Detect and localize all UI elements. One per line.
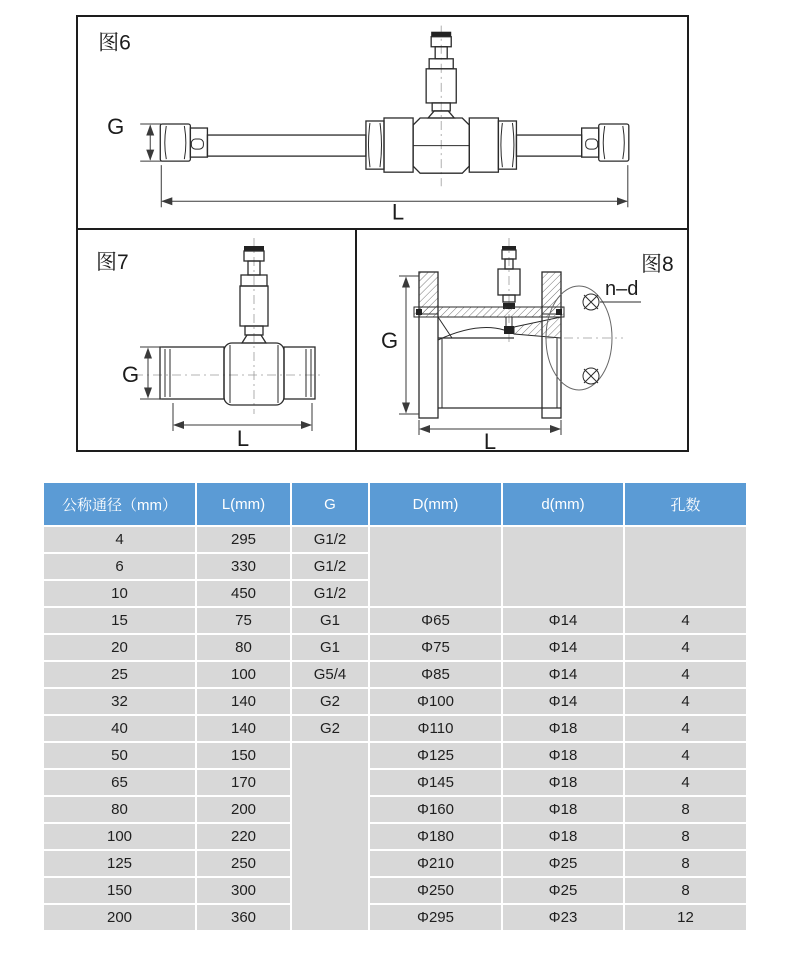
table-row bbox=[44, 797, 746, 822]
column-header-2: G bbox=[292, 483, 368, 525]
column-header-1: L(mm) bbox=[197, 483, 290, 525]
table-cell: Φ18 bbox=[503, 770, 623, 795]
table-cell: G1 bbox=[292, 635, 368, 660]
table-row bbox=[44, 635, 746, 660]
table-cell: 200 bbox=[197, 797, 290, 822]
table-cell: Φ100 bbox=[370, 689, 501, 714]
table-cell: 8 bbox=[625, 878, 746, 903]
dimension-spec-table bbox=[42, 481, 748, 932]
table-cell: 140 bbox=[197, 689, 290, 714]
fig8-top-wall-section bbox=[414, 307, 564, 317]
table-cell: Φ85 bbox=[370, 662, 501, 687]
fig6-meter-body bbox=[207, 118, 581, 173]
table-cell: 4 bbox=[625, 635, 746, 660]
table-cell: Φ210 bbox=[370, 851, 501, 876]
fig7-g-dim-label: G bbox=[122, 362, 140, 387]
table-cell: Φ145 bbox=[370, 770, 501, 795]
figure-7-drawing bbox=[78, 230, 355, 450]
table-row bbox=[44, 608, 746, 633]
header-row bbox=[44, 483, 746, 525]
fig6-right-tube bbox=[516, 135, 581, 156]
table-cell: 4 bbox=[625, 662, 746, 687]
fig6-left-fitting bbox=[160, 124, 207, 161]
fig6-label: 图6 bbox=[98, 31, 131, 55]
table-row bbox=[44, 851, 746, 876]
table-cell: 4 bbox=[625, 608, 746, 633]
table-cell: G1/2 bbox=[292, 527, 368, 552]
table-cell: 15 bbox=[44, 608, 195, 633]
figure-6-drawing bbox=[78, 17, 687, 228]
table-cell: 150 bbox=[197, 743, 290, 768]
table-cell: Φ14 bbox=[503, 662, 623, 687]
column-header-5: 孔数 bbox=[625, 483, 746, 525]
table-cell: G1 bbox=[292, 608, 368, 633]
table-cell: Φ75 bbox=[370, 635, 501, 660]
table-cell: Φ125 bbox=[370, 743, 501, 768]
table-cell: 20 bbox=[44, 635, 195, 660]
table-row bbox=[44, 770, 746, 795]
column-header-4: d(mm) bbox=[503, 483, 623, 525]
table-cell: 295 bbox=[197, 527, 290, 552]
table-cell: 4 bbox=[625, 716, 746, 741]
fig6-g-dim-label: G bbox=[107, 114, 125, 140]
table-cell: Φ18 bbox=[503, 824, 623, 849]
column-header-3: D(mm) bbox=[370, 483, 501, 525]
table-cell: Φ295 bbox=[370, 905, 501, 930]
table-cell: Φ14 bbox=[503, 608, 623, 633]
table-cell bbox=[292, 743, 368, 930]
table-cell: 450 bbox=[197, 581, 290, 606]
table-cell: 80 bbox=[44, 797, 195, 822]
table-cell: G5/4 bbox=[292, 662, 368, 687]
table-cell: Φ180 bbox=[370, 824, 501, 849]
table-row bbox=[44, 743, 746, 768]
spec-table-header bbox=[44, 483, 746, 525]
table-cell bbox=[625, 527, 746, 606]
fig6-l-dim-label: L bbox=[391, 199, 405, 225]
table-cell: G2 bbox=[292, 689, 368, 714]
table-cell: 150 bbox=[44, 878, 195, 903]
table-cell: Φ65 bbox=[370, 608, 501, 633]
fig8-g-dim-label: G bbox=[381, 328, 399, 353]
table-cell: G2 bbox=[292, 716, 368, 741]
table-cell bbox=[503, 527, 623, 606]
fig6-right-fitting bbox=[582, 124, 629, 161]
fig7-label: 图7 bbox=[96, 251, 129, 274]
fig8-g-dimension bbox=[399, 276, 419, 414]
table-cell: 100 bbox=[44, 824, 195, 849]
fig7-l-dim-label: L bbox=[236, 426, 250, 450]
table-cell: Φ160 bbox=[370, 797, 501, 822]
table-cell: Φ14 bbox=[503, 635, 623, 660]
table-cell: 32 bbox=[44, 689, 195, 714]
table-row bbox=[44, 689, 746, 714]
figure-6-panel bbox=[76, 15, 689, 230]
table-cell: 250 bbox=[197, 851, 290, 876]
figure-7-panel bbox=[76, 228, 357, 452]
fig7-meter-body bbox=[160, 343, 315, 405]
table-cell: 65 bbox=[44, 770, 195, 795]
table-cell: 125 bbox=[44, 851, 195, 876]
table-cell: Φ18 bbox=[503, 797, 623, 822]
table-cell: 300 bbox=[197, 878, 290, 903]
table-cell: 220 bbox=[197, 824, 290, 849]
table-cell: Φ25 bbox=[503, 851, 623, 876]
table-cell: 4 bbox=[44, 527, 195, 552]
table-row bbox=[44, 662, 746, 687]
table-cell: Φ14 bbox=[503, 689, 623, 714]
table-cell: G1/2 bbox=[292, 554, 368, 579]
table-cell: 12 bbox=[625, 905, 746, 930]
table-cell: 100 bbox=[197, 662, 290, 687]
table-cell: 40 bbox=[44, 716, 195, 741]
table-cell: 8 bbox=[625, 824, 746, 849]
table-row bbox=[44, 716, 746, 741]
table-cell: Φ18 bbox=[503, 716, 623, 741]
table-cell: Φ25 bbox=[503, 878, 623, 903]
table-cell: 330 bbox=[197, 554, 290, 579]
table-cell: 75 bbox=[197, 608, 290, 633]
table-cell: 25 bbox=[44, 662, 195, 687]
table-row bbox=[44, 878, 746, 903]
fig6-g-dimension bbox=[140, 124, 162, 161]
table-cell: 50 bbox=[44, 743, 195, 768]
fig7-right-threaded-end bbox=[284, 347, 315, 399]
table-row bbox=[44, 905, 746, 930]
fig8-label: 图8 bbox=[641, 253, 674, 276]
table-cell: 200 bbox=[44, 905, 195, 930]
table-cell: 170 bbox=[197, 770, 290, 795]
table-cell: 8 bbox=[625, 851, 746, 876]
fig8-l-dim-label: L bbox=[483, 429, 497, 450]
table-cell: 8 bbox=[625, 797, 746, 822]
table-cell: G1/2 bbox=[292, 581, 368, 606]
table-cell: 140 bbox=[197, 716, 290, 741]
figure-8-drawing bbox=[357, 230, 687, 450]
table-cell: 4 bbox=[625, 743, 746, 768]
fig8-diffuser-section bbox=[514, 317, 561, 338]
table-cell: 10 bbox=[44, 581, 195, 606]
table-cell: Φ23 bbox=[503, 905, 623, 930]
table-cell: 6 bbox=[44, 554, 195, 579]
fig6-left-tube bbox=[207, 135, 366, 156]
table-cell: Φ18 bbox=[503, 743, 623, 768]
table-cell bbox=[370, 527, 501, 606]
table-cell: 4 bbox=[625, 689, 746, 714]
table-cell: Φ110 bbox=[370, 716, 501, 741]
table-cell: 360 bbox=[197, 905, 290, 930]
column-header-0: 公称通径（mm） bbox=[44, 483, 195, 525]
table-cell: 80 bbox=[197, 635, 290, 660]
table-cell: 4 bbox=[625, 770, 746, 795]
table-row bbox=[44, 824, 746, 849]
figure-8-panel bbox=[355, 228, 689, 452]
fig8-flanged-body bbox=[414, 272, 564, 418]
spec-table-body bbox=[44, 527, 746, 930]
fig8-nd-label: n–d bbox=[605, 278, 639, 300]
table-cell: Φ250 bbox=[370, 878, 501, 903]
table-row bbox=[44, 527, 746, 552]
fig7-g-dimension bbox=[140, 347, 162, 399]
